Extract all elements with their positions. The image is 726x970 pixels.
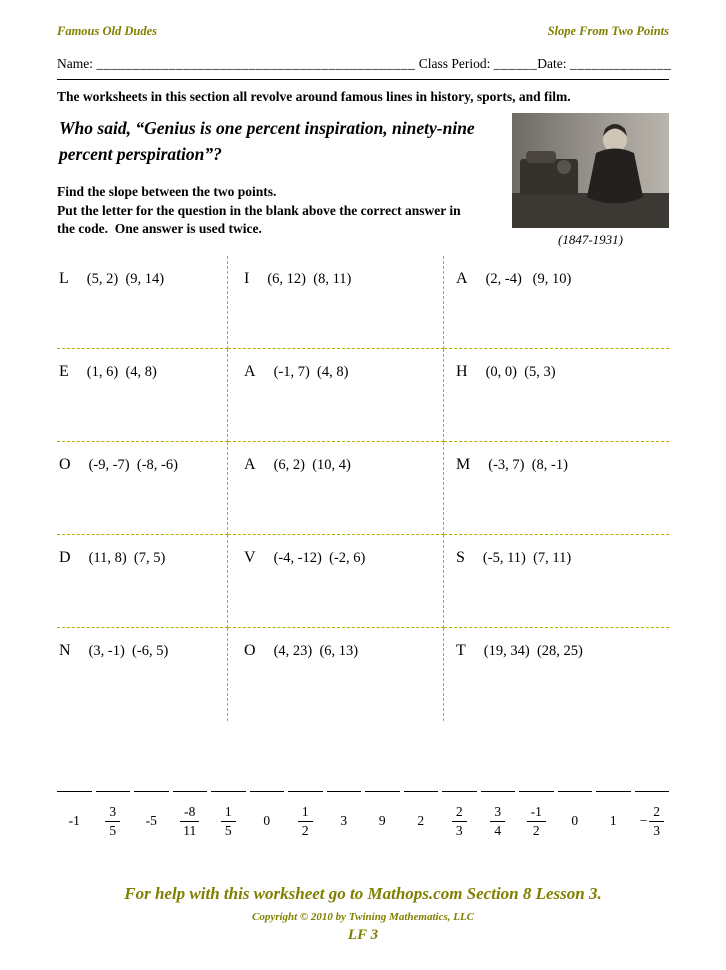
answer-blank	[519, 791, 554, 792]
answer-value: 1	[609, 813, 617, 828]
photo-column	[512, 113, 669, 248]
problem-letter: I	[244, 270, 250, 287]
series-title: Famous Old Dudes	[57, 24, 158, 38]
problem-cell	[57, 349, 228, 442]
answer-blank	[96, 791, 131, 792]
page-footer	[57, 884, 669, 944]
problem-cell	[228, 256, 444, 349]
class-period-blank: ______	[493, 56, 538, 71]
problem-points: (-4, -12) (-2, 6)	[273, 550, 366, 566]
problem-points: (11, 8) (7, 5)	[88, 550, 166, 566]
problems-grid	[57, 256, 669, 721]
answer-value: 9	[378, 813, 386, 828]
answer-slot	[404, 791, 439, 844]
fraction: $\frac{3}{4}$	[490, 804, 505, 839]
problem-letter: O	[244, 642, 256, 659]
answer-blank	[250, 791, 285, 792]
problem-points: (4, 23) (6, 13)	[273, 643, 359, 659]
problem-cell	[228, 349, 444, 442]
fraction: $\frac{-1}{2}$	[527, 804, 546, 839]
fraction: $\frac{-8}{11}$	[180, 804, 199, 839]
intro-text: The worksheets in this section all revolve around famous lines in history, sports, and film.	[57, 89, 571, 104]
answer-slot	[442, 791, 477, 844]
answer-value: 0	[571, 813, 579, 828]
problem-cell	[444, 628, 669, 721]
answer-blank	[134, 791, 169, 792]
answer-slot	[481, 791, 516, 844]
answer-blank	[596, 791, 631, 792]
problem-cell	[444, 256, 669, 349]
problem-letter: S	[456, 549, 465, 566]
answer-slot	[635, 791, 670, 844]
answer-slot	[365, 791, 400, 844]
answer-slot	[327, 791, 362, 844]
problem-letter: V	[244, 549, 256, 566]
problem-letter: O	[59, 456, 71, 473]
answer-slot	[250, 791, 285, 844]
answer-value	[298, 798, 313, 844]
problem-points: (5, 2) (9, 14)	[86, 271, 165, 287]
problem-letter: A	[244, 456, 256, 473]
answer-value	[105, 798, 120, 844]
answer-blank	[173, 791, 208, 792]
problem-letter: A	[244, 363, 256, 380]
name-blank: ____________________________________________	[96, 56, 416, 71]
name-label: Name:	[57, 56, 97, 71]
problem-cell	[57, 628, 228, 721]
class-period-label: Class Period:	[415, 56, 494, 71]
date-label: Date:	[537, 56, 570, 71]
answer-value: -5	[145, 813, 157, 828]
answer-code-row	[57, 791, 669, 844]
problem-points: (-5, 11) (7, 11)	[482, 550, 572, 566]
problem-letter: N	[59, 642, 71, 659]
answer-slot	[596, 791, 631, 844]
problem-cell	[444, 442, 669, 535]
problem-points: (2, -4) (9, 10)	[485, 271, 572, 287]
answer-blank	[211, 791, 246, 792]
problem-letter: A	[456, 270, 468, 287]
answer-blank	[288, 791, 323, 792]
problem-letter: H	[456, 363, 468, 380]
answer-slot	[519, 791, 554, 844]
fraction: $\frac{1}{5}$	[221, 804, 236, 839]
problem-points: (-9, -7) (-8, -6)	[88, 457, 178, 473]
problem-cell	[444, 535, 669, 628]
answer-slot	[173, 791, 208, 844]
answer-blank	[635, 791, 670, 792]
fraction: $\frac{2}{3}$	[649, 804, 664, 839]
fraction: $\frac{1}{2}$	[298, 804, 313, 839]
problem-cell	[228, 535, 444, 628]
problem-letter: E	[59, 363, 69, 380]
answer-blank	[327, 791, 362, 792]
worksheet-title: Slope From Two Points	[547, 24, 669, 38]
answer-slot	[211, 791, 246, 844]
answer-blank	[558, 791, 593, 792]
answer-value	[527, 798, 546, 844]
copyright-line: Copyright © 2010 by Twining Mathematics, LLC	[251, 911, 475, 923]
problem-points: (-1, 7) (4, 8)	[273, 364, 349, 380]
answer-value	[180, 798, 199, 844]
answer-value: 0	[263, 813, 271, 828]
problem-cell	[57, 535, 228, 628]
problem-cell	[444, 349, 669, 442]
problem-points: (19, 34) (28, 25)	[483, 643, 583, 659]
instruction-line-1: Find the slope between the two points.	[57, 184, 277, 199]
problem-letter: L	[59, 270, 69, 287]
answer-value	[640, 798, 664, 844]
minus-sign: −	[639, 813, 648, 828]
answer-blank	[481, 791, 516, 792]
answer-slot	[96, 791, 131, 844]
problem-cell	[228, 442, 444, 535]
answer-slot	[288, 791, 323, 844]
answer-value: -1	[68, 813, 80, 828]
instruction-line-2: Put the letter for the question in the blank above the correct answer in the code. One answer is used twice.	[57, 203, 464, 236]
problem-letter: T	[456, 642, 466, 659]
help-line: For help with this worksheet go to Mathops.com Section 8 Lesson 3.	[124, 884, 602, 903]
problem-cell	[228, 628, 444, 721]
problem-points: (3, -1) (-6, 5)	[88, 643, 169, 659]
divider	[57, 79, 669, 80]
page-header	[57, 24, 669, 39]
question-text: Who said, “Genius is one percent inspiration, ninety-nine percent perspiration”?	[59, 118, 475, 164]
problem-points: (6, 2) (10, 4)	[273, 457, 351, 473]
question-section	[57, 113, 669, 248]
answer-slot	[558, 791, 593, 844]
problem-letter: D	[59, 549, 71, 566]
answer-blank	[442, 791, 477, 792]
name-line	[57, 56, 672, 72]
answer-value	[221, 798, 236, 844]
question-column	[57, 113, 499, 248]
worksheet-code: LF 3	[347, 927, 379, 943]
edison-photo	[512, 113, 669, 228]
answer-value	[452, 798, 467, 844]
problem-points: (0, 0) (5, 3)	[485, 364, 556, 380]
problem-points: (-3, 7) (8, -1)	[488, 457, 568, 473]
answer-blank	[404, 791, 439, 792]
answer-value: 3	[340, 813, 348, 828]
answer-blank	[57, 791, 92, 792]
problem-letter: M	[456, 456, 471, 473]
problem-cell	[57, 442, 228, 535]
answer-value: 2	[417, 813, 425, 828]
answer-blank	[365, 791, 400, 792]
date-blank: ______________	[569, 56, 672, 71]
photo-caption: (1847-1931)	[558, 232, 623, 247]
answer-slot	[57, 791, 92, 844]
fraction: $\frac{3}{5}$	[105, 804, 120, 839]
fraction: $\frac{2}{3}$	[452, 804, 467, 839]
problem-cell	[57, 256, 228, 349]
answer-value	[490, 798, 505, 844]
problem-points: (1, 6) (4, 8)	[86, 364, 157, 380]
answer-slot	[134, 791, 169, 844]
problem-points: (6, 12) (8, 11)	[267, 271, 352, 287]
